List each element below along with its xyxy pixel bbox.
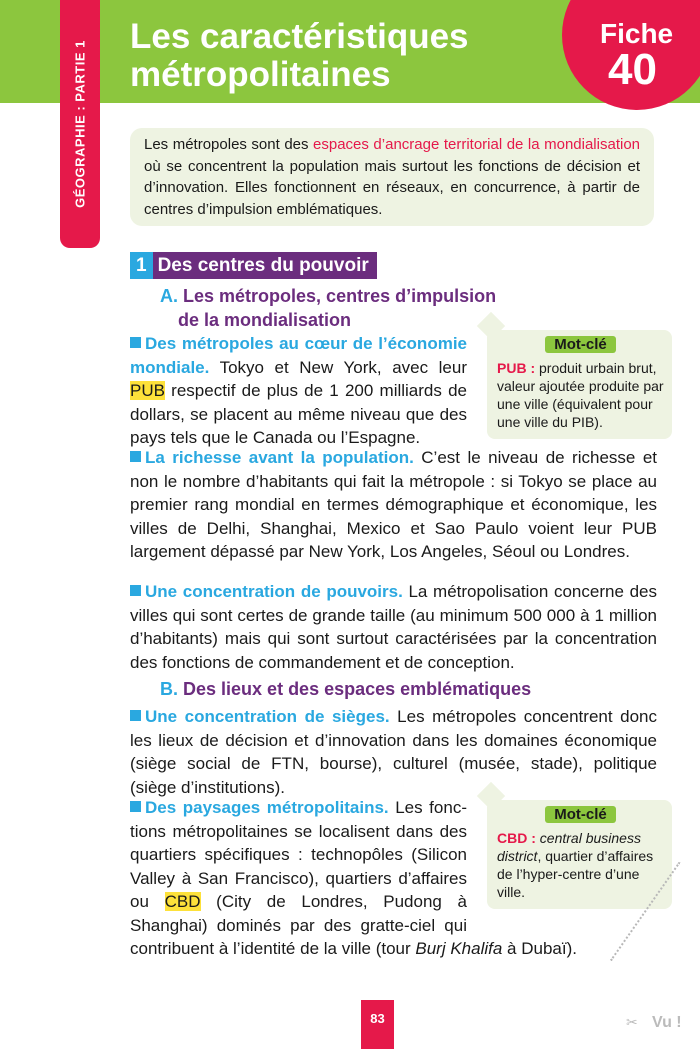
paragraph-paysages: Des paysages métropolitains. Les fonctions métropolitaines se localisent dans des quartiers spécifiques : technopôles (Silicon Valley à San Francisco), quartiers d’affaires ou CBD (City de Londres, Pudong à Shanghai) dominés par des gratte-ciel qui contribuent à l’identité de la ville (tour Burj Khalifa à Dubaï). (130, 798, 577, 958)
side-tab (60, 0, 100, 248)
keyword-heading: Mot-clé (545, 806, 616, 823)
highlight-pub: PUB (130, 381, 165, 400)
keyword-term: CBD : (497, 830, 536, 846)
subheading-b: B. Des lieux et des espaces emblématiques (160, 679, 532, 699)
scissors-icon: ✂ (626, 1014, 638, 1030)
keyword-box-pub: Mot-clé PUB : produit urbain brut, valeur ajoutée produite par une ville (équivalent pour une ville du PIB). (487, 330, 672, 439)
keyword-heading: Mot-clé (545, 336, 616, 353)
bullet-square (130, 801, 141, 812)
page-number: 83 (361, 1000, 394, 1049)
section-heading-1 (130, 252, 377, 279)
bullet-square (130, 710, 141, 721)
fiche-label: Fiche (600, 18, 674, 49)
bullet-square (130, 585, 141, 596)
bullet-square (130, 337, 141, 348)
side-tab-label: GÉOGRAPHIE : PARTIE 1 (72, 40, 88, 208)
keyword-box-cbd: Mot-clé CBD : central business district, quartier d’affaires de l’hyper-centre d’une ville. (487, 800, 672, 909)
paragraph-economie: Des métropoles au cœur de l’économie mondiale. Tokyo et New York, avec leur PUB respectif de plus de 1 200 milliards de dollars, se placent au même niveau que des pays tels que le Canada ou l’Espagne. (130, 334, 467, 447)
section-number: 1 (130, 252, 153, 279)
section-title: Des centres du pouvoir (153, 252, 377, 279)
bullet-square (130, 451, 141, 462)
page-title: Les caractéristiques métropolitaines (130, 17, 469, 94)
intro-highlight: espaces d’ancrage territorial de la mondialisation (313, 136, 641, 153)
vu-label: Vu ! (652, 1014, 682, 1031)
paragraph-sieges: Une concentration de sièges. Les métropoles concentrent donc les lieux de décision et d’innovation dans les domaines économique (siège social de FTN, bourse), culturel (musée, stade), politique (siège d’institutions). (130, 707, 657, 797)
subheading-a: A. Les métropoles, centres d’impulsion de la mondialisation (160, 286, 497, 330)
highlight-cbd: CBD (164, 892, 201, 911)
fiche-number: 40 (608, 45, 657, 94)
keyword-term: PUB : (497, 360, 536, 376)
paragraph-richesse: La richesse avant la population. C’est le niveau de richesse et non le nombre d’habitants qui fait la métropole : si Tokyo se place au premier rang mondial en termes démographique et économique, les villes de Delhi, Shanghai, Mexico et Sao Paulo voient leur PUB largement dépassé par New York, Los Angeles, Séoul ou Londres. (130, 448, 657, 561)
intro-box: Les métropoles sont des espaces d’ancrage territorial de la mondialisation où se concentrent la population mais surtout les fonctions de décision et d’innovation. Elles fonctionnent en réseaux, en concurrence, à partir de centres d’impulsion emblématiques. (130, 128, 654, 226)
paragraph-pouvoirs: Une concentration de pouvoirs. La métropolisation concerne des villes qui sont certes de grande taille (au minimum 500 000 à 1 million d’habitants) mais qui sont surtout caractérisées par la concentration des fonctions de commandement et de conception. (130, 582, 657, 672)
